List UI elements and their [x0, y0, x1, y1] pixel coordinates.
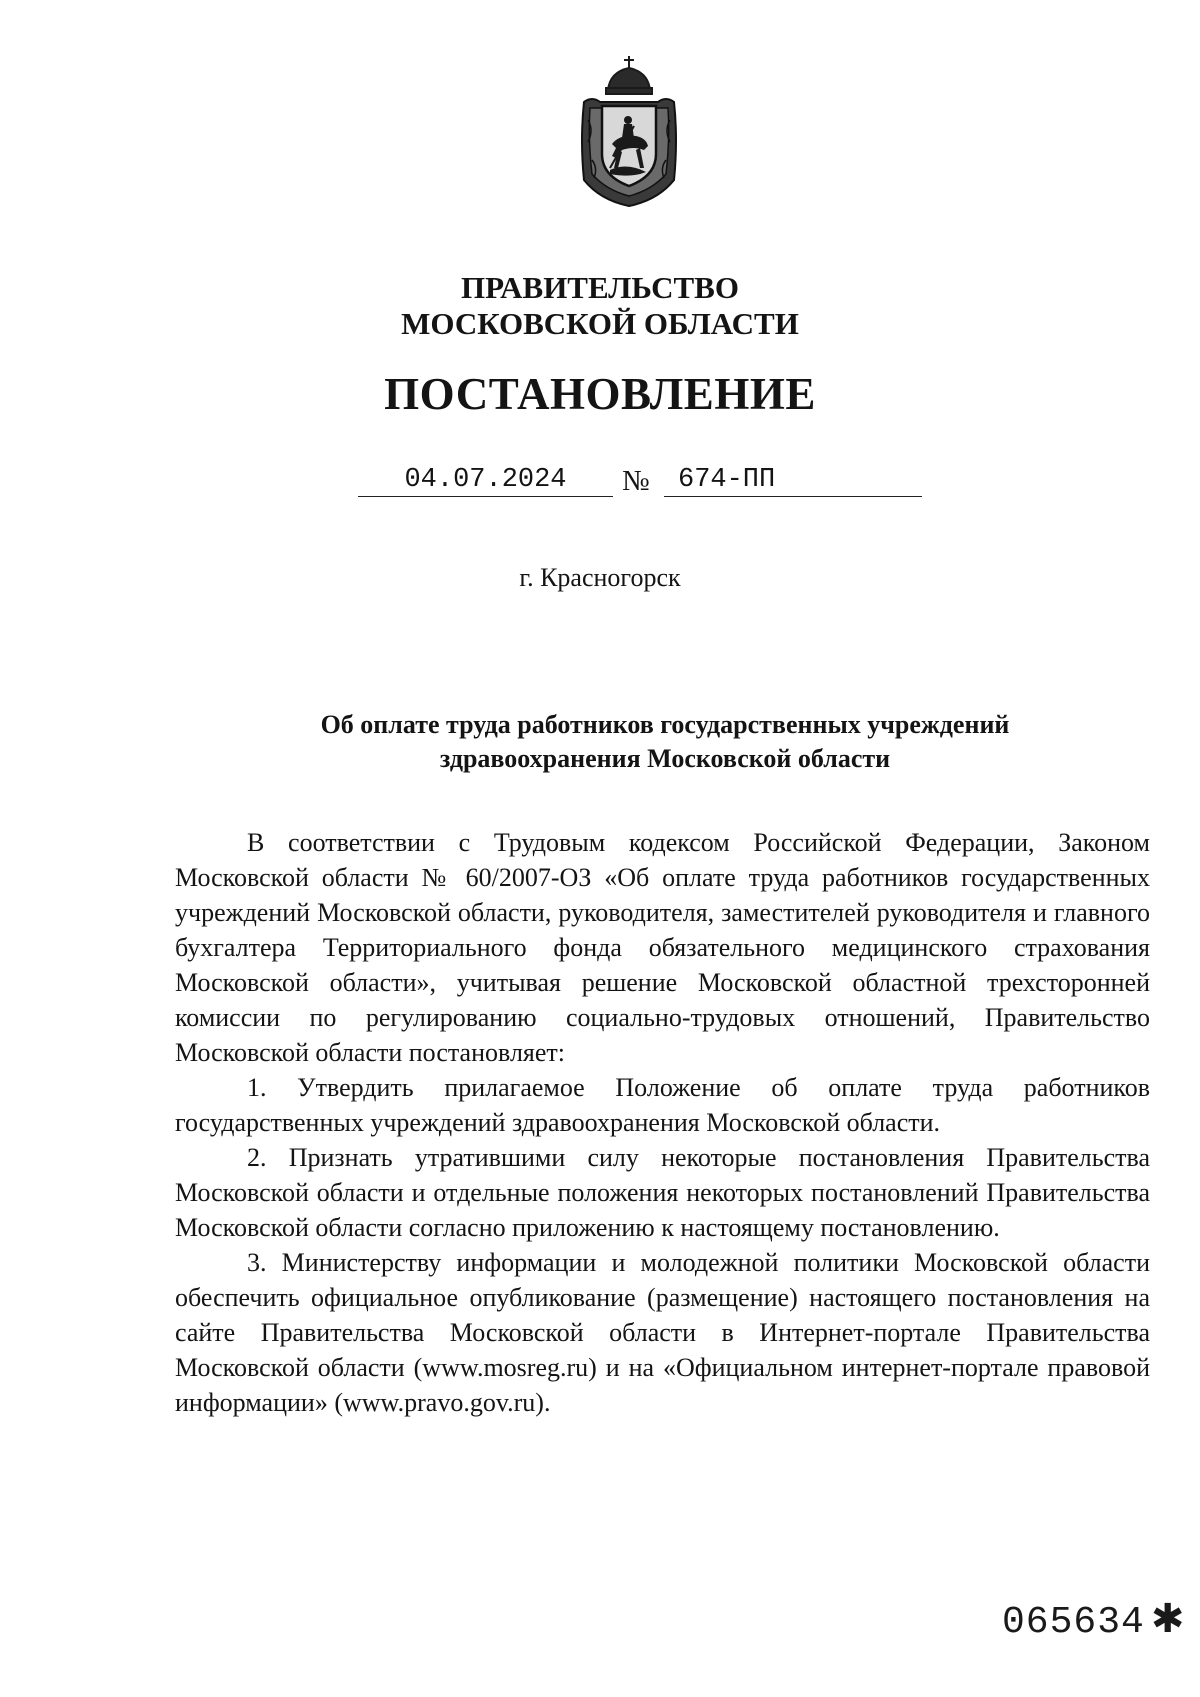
city: г. Красногорск: [519, 563, 681, 592]
document-subject: [170, 708, 1160, 776]
coat-of-arms-icon: [570, 50, 688, 210]
document-date: 04.07.2024: [358, 464, 613, 497]
asterisk-mark: ✱: [1150, 1596, 1186, 1642]
item-2-paragraph: 2. Признать утратившими силу некоторые постановления Правительства Московской области и отдельные положения некоторых постановлений Правительства Московской области согласно приложению к настоящему постановлению.: [175, 1143, 1150, 1242]
document-body: [175, 825, 1150, 1420]
number-sign: №: [622, 465, 650, 497]
organization-line-2: МОСКОВСКОЙ ОБЛАСТИ: [401, 306, 799, 341]
serial-digits: 065634: [1002, 1601, 1145, 1644]
subject-line-2: здравоохранения Московской области: [439, 744, 891, 773]
subject-line-1: Об оплате труда работников государственных учреждений: [320, 710, 1010, 739]
document-type: ПОСТАНОВЛЕНИЕ: [384, 369, 816, 419]
item-1-paragraph: 1. Утвердить прилагаемое Положение об оплате труда работников государственных учреждений здравоохранения Московской области.: [175, 1073, 1150, 1137]
organization-name: [0, 270, 1200, 342]
serial-number: [1002, 1598, 1185, 1644]
document-number: 674-ПП: [664, 464, 922, 497]
organization-line-1: ПРАВИТЕЛЬСТВО: [461, 270, 739, 305]
intro-paragraph: В соответствии с Трудовым кодексом Российской Федерации, Законом Московской области № 60/2007-ОЗ «Об оплате труда работников государственных учреждений Московской области, руководителя, заместителей руководителя и главного бухгалтера Территориального фонда обязательного медицинского страхования Московской области», учитывая решение Московской областной трехсторонней комиссии по регулированию социально-трудовых отношений, Правительство Московской области постановляет:: [175, 828, 1150, 1067]
item-3-paragraph: 3. Министерству информации и молодежной политики Московской области обеспечить официальное опубликование (размещение) настоящего постановления на сайте Правительства Московской области в Интернет-портале Правительства Московской области (www.mosreg.ru) и на «Официальном интернет-портале правовой информации» (www.pravo.gov.ru).: [175, 1248, 1150, 1417]
